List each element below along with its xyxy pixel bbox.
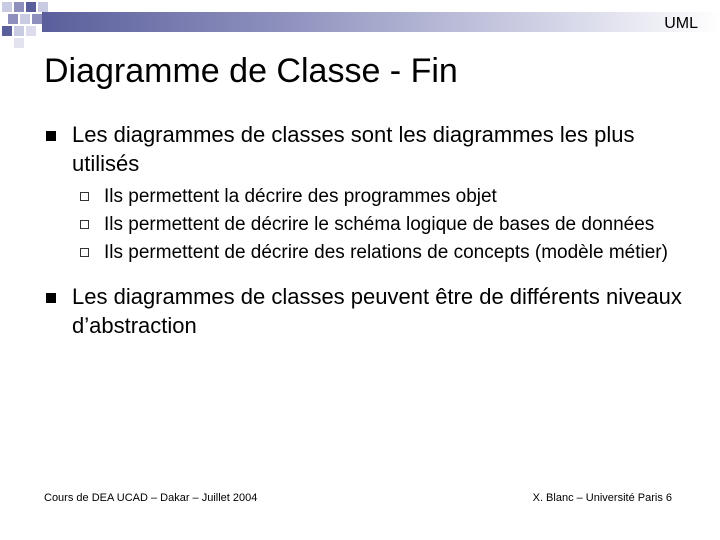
square-bullet-icon xyxy=(46,293,56,303)
header-gradient-bar xyxy=(42,12,720,32)
sub-bullet-list xyxy=(44,186,684,264)
bullet-list xyxy=(44,120,684,348)
sub-bullet-item xyxy=(74,186,684,208)
header-label: UML xyxy=(664,15,698,32)
hollow-square-bullet-icon xyxy=(80,192,89,201)
sub-bullet-text: Ils permettent de décrire des relations de concepts (modèle métier) xyxy=(104,242,668,263)
bullet-item xyxy=(44,120,684,178)
square-bullet-icon xyxy=(46,131,56,141)
hollow-square-bullet-icon xyxy=(80,248,89,257)
sub-bullet-text: Ils permettent de décrire le schéma logique de bases de données xyxy=(104,214,655,235)
bullet-item xyxy=(44,282,684,340)
sub-bullet-text: Ils permettent la décrire des programmes objet xyxy=(104,186,497,207)
hollow-square-bullet-icon xyxy=(80,220,89,229)
bullet-text: Les diagrammes de classes sont les diagrammes les plus utilisés xyxy=(72,122,635,176)
bullet-text: Les diagrammes de classes peuvent être de différents niveaux d’abstraction xyxy=(72,284,682,338)
footer-author: X. Blanc – Université Paris 6 xyxy=(532,492,672,504)
sub-bullet-item xyxy=(74,242,684,264)
footer-course: Cours de DEA UCAD – Dakar – Juillet 2004 xyxy=(44,492,258,504)
slide-title: Diagramme de Classe - Fin xyxy=(44,52,458,90)
sub-bullet-item xyxy=(74,214,684,236)
